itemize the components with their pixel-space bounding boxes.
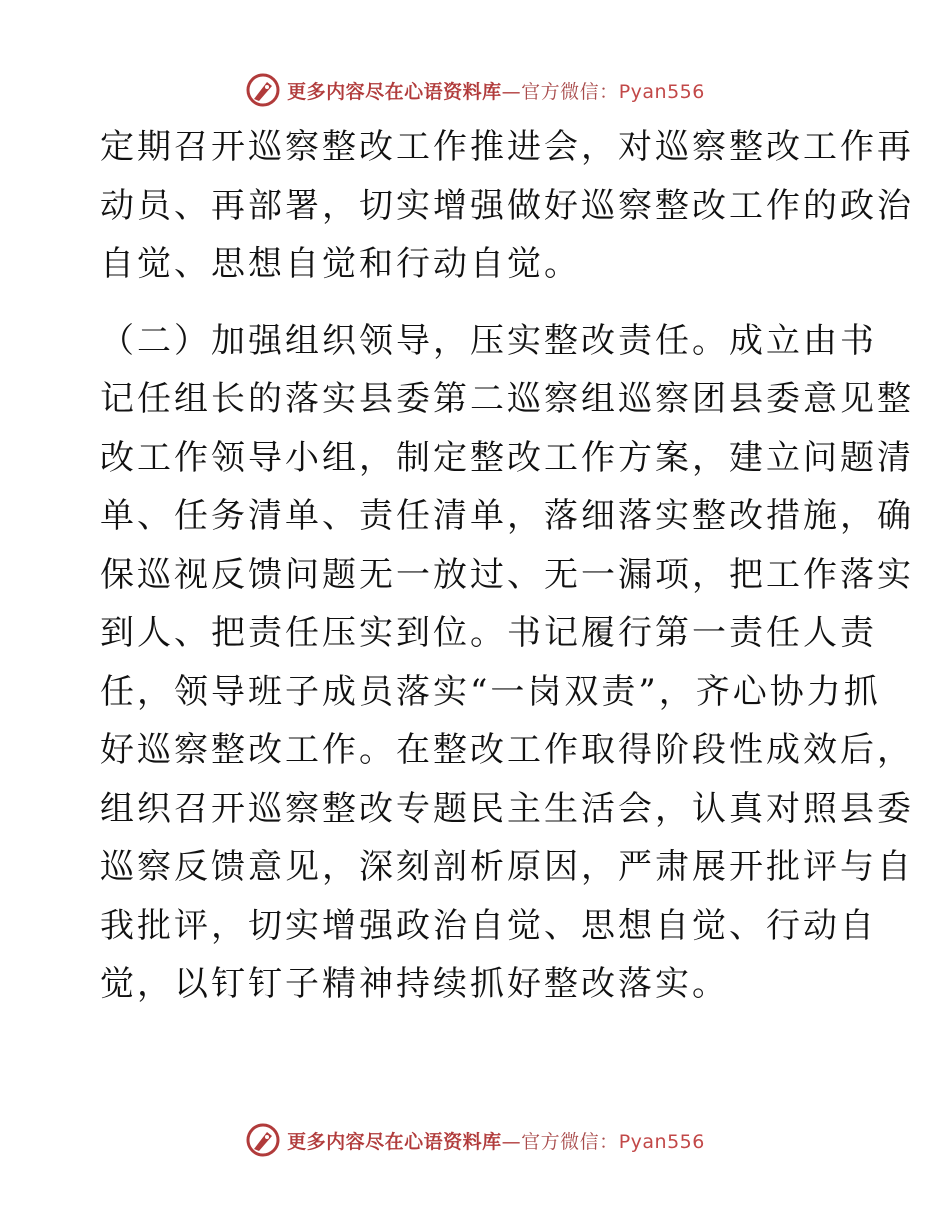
- banner-separator: —: [501, 1130, 522, 1153]
- banner-wechat-id: Pyan556: [618, 1130, 705, 1153]
- banner-separator: —: [501, 80, 522, 103]
- paragraph-line: 自觉、思想自觉和行动自觉。: [100, 244, 581, 284]
- banner-text: [287, 1127, 705, 1154]
- paragraph-line: （二）加强组织领导，压实整改责任。成立由书: [100, 320, 877, 361]
- paragraph-line: 记任组长的落实县委第二巡察组巡察团县委意见整: [100, 379, 914, 419]
- paragraph-line: 巡察反馈意见，深刻剖析原因，严肃展开批评与自: [100, 847, 914, 887]
- paragraph-line: 觉，以钉钉子精神持续抓好整改落实。: [100, 964, 729, 1004]
- paragraph-line: 好巡察整改工作。在整改工作取得阶段性成效后，: [100, 730, 914, 770]
- banner-wechat-label: 官方微信：: [521, 1130, 619, 1153]
- paragraph-line: 定期召开巡察整改工作推进会，对巡察整改工作再: [100, 127, 914, 167]
- paragraph-line: 到人、把责任压实到位。书记履行第一责任人责: [100, 613, 877, 653]
- paragraph-line: 我批评，切实增强政治自觉、思想自觉、行动自: [100, 905, 877, 946]
- banner-main-text: 更多内容尽在心语资料库: [287, 1130, 502, 1153]
- paragraph-spacer: [100, 294, 850, 312]
- paragraph-2: [100, 312, 914, 1014]
- paragraph-line: 组织召开巡察整改专题民主生活会，认真对照县委: [100, 788, 914, 829]
- footer-watermark-banner: [0, 1120, 950, 1160]
- pen-nib-logo-icon: [245, 72, 281, 108]
- banner-text: [287, 77, 705, 104]
- header-watermark-banner: [0, 70, 950, 110]
- paragraph-line: 保巡视反馈问题无一放过、无一漏项，把工作落实: [100, 554, 914, 595]
- paragraph-line: 任，领导班子成员落实“一岗双责”，齐心协力抓: [100, 671, 881, 712]
- paragraph-line: 动员、再部署，切实增强做好巡察整改工作的政治: [100, 185, 914, 226]
- pen-nib-logo-icon: [245, 1122, 281, 1158]
- banner-wechat-id: Pyan556: [618, 80, 705, 103]
- document-body: [100, 118, 914, 1014]
- paragraph-line: 单、任务清单、责任清单，落细落实整改措施，确: [100, 496, 914, 536]
- banner-main-text: 更多内容尽在心语资料库: [287, 80, 502, 103]
- paragraph-line: 改工作领导小组，制定整改工作方案，建立问题清: [100, 437, 914, 478]
- paragraph-1: [100, 118, 914, 294]
- banner-wechat-label: 官方微信：: [521, 80, 619, 103]
